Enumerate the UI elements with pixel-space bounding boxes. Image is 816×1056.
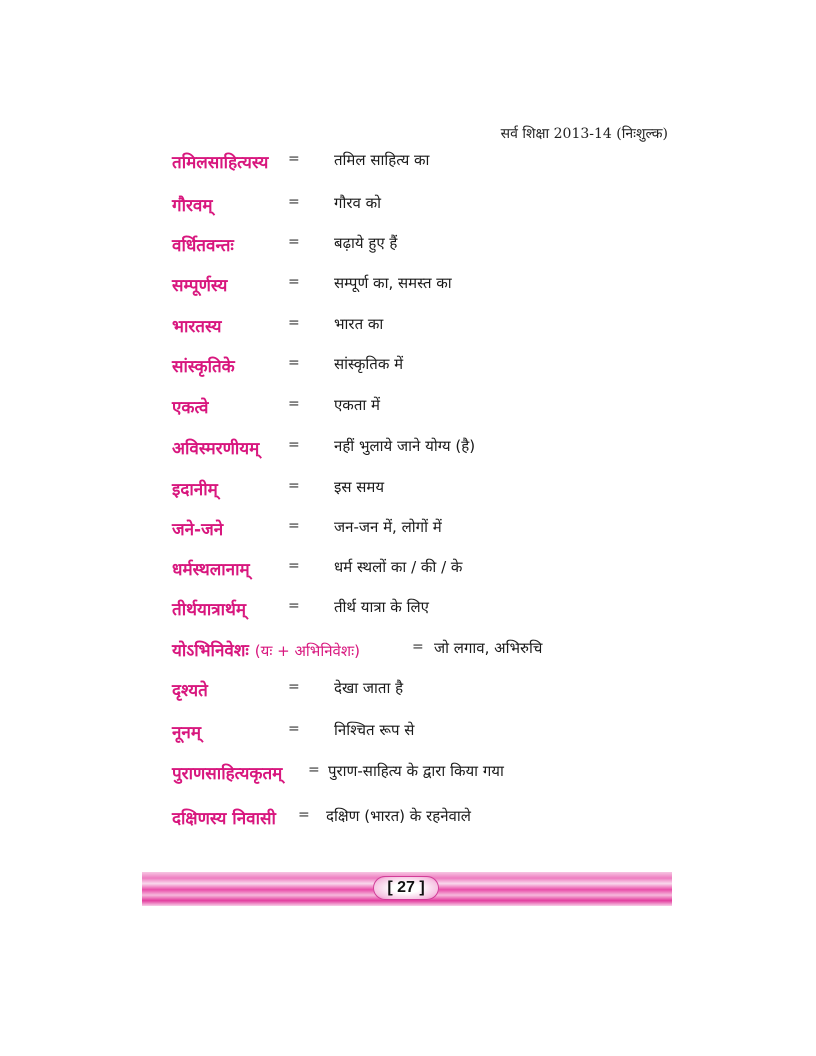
glossary-meaning: तीर्थ यात्रा के लिए xyxy=(334,598,429,616)
page-number-badge xyxy=(373,876,439,900)
glossary-entry xyxy=(172,395,672,425)
glossary-meaning: बढ़ाये हुए हैं xyxy=(334,234,398,252)
equals-sign: = xyxy=(308,762,320,778)
glossary-entry xyxy=(172,150,672,180)
equals-sign: = xyxy=(288,396,300,412)
glossary-meaning: भारत का xyxy=(334,315,384,333)
glossary-term: सम्पूर्णस्य xyxy=(172,276,228,296)
glossary-term-text: योऽभिनिवेशः xyxy=(172,641,249,661)
glossary-term: नूनम् xyxy=(172,723,202,743)
equals-sign: = xyxy=(412,639,424,655)
glossary-entry xyxy=(172,477,672,507)
glossary-entry xyxy=(172,233,672,263)
glossary-term: तमिलसाहित्यस्य xyxy=(172,153,269,173)
equals-sign: = xyxy=(298,807,310,823)
glossary-term: पुराणसाहित्यकृतम् xyxy=(172,764,283,784)
glossary-term: एकत्वे xyxy=(172,398,209,418)
glossary-term: इदानीम् xyxy=(172,480,218,500)
glossary-entry xyxy=(172,314,672,344)
glossary-entry xyxy=(172,678,672,708)
glossary-entry xyxy=(172,436,672,466)
glossary-term: जने-जने xyxy=(172,520,224,540)
glossary-entry xyxy=(172,193,672,223)
glossary-term: धर्मस्थलानाम् xyxy=(172,560,250,580)
glossary-meaning: नहीं भुलाये जाने योग्य (है) xyxy=(334,437,476,455)
equals-sign: = xyxy=(288,679,300,695)
glossary-term: अविस्मरणीयम् xyxy=(172,439,260,459)
page-number: [ 27 ] xyxy=(387,879,425,896)
page-header: सर्व शिक्षा 2013-14 (निःशुल्क) xyxy=(500,126,668,142)
equals-sign: = xyxy=(288,478,300,494)
equals-sign: = xyxy=(288,234,300,250)
glossary-entry xyxy=(172,720,672,750)
glossary-meaning: एकता में xyxy=(334,396,380,414)
glossary-meaning: धर्म स्थलों का / की / के xyxy=(334,558,463,576)
glossary-meaning: पुराण-साहित्य के द्वारा किया गया xyxy=(328,762,504,780)
equals-sign: = xyxy=(288,721,300,737)
glossary-entry xyxy=(172,517,672,547)
glossary-entry xyxy=(172,557,672,587)
glossary-term: दृश्यते xyxy=(172,681,208,701)
glossary-term: गौरवम् xyxy=(172,196,213,216)
equals-sign: = xyxy=(288,315,300,331)
glossary-meaning: तमिल साहित्य का xyxy=(334,151,430,169)
glossary-term: सांस्कृतिके xyxy=(172,357,235,377)
glossary-meaning: सांस्कृतिक में xyxy=(334,355,404,373)
glossary-term: दक्षिणस्य निवासी xyxy=(172,809,276,829)
equals-sign: = xyxy=(288,355,300,371)
glossary-meaning: देखा जाता है xyxy=(334,679,404,697)
glossary-entry xyxy=(172,638,672,668)
glossary-entry xyxy=(172,597,672,627)
equals-sign: = xyxy=(288,274,300,290)
glossary-entry xyxy=(172,806,672,836)
equals-sign: = xyxy=(288,437,300,453)
glossary-meaning: जन-जन में, लोगों में xyxy=(334,518,442,536)
glossary-entry xyxy=(172,273,672,303)
glossary-term: वर्धितवन्तः xyxy=(172,236,234,256)
glossary-meaning: निश्चित रूप से xyxy=(334,721,415,739)
glossary-meaning: दक्षिण (भारत) के रहनेवाले xyxy=(326,807,471,825)
equals-sign: = xyxy=(288,598,300,614)
glossary-meaning: जो लगाव, अभिरुचि xyxy=(434,639,543,657)
glossary-entry xyxy=(172,761,672,791)
glossary-meaning: इस समय xyxy=(334,478,385,496)
glossary-term xyxy=(172,638,360,661)
equals-sign: = xyxy=(288,194,300,210)
glossary-term-note: (यः + अभिनिवेशः) xyxy=(254,642,360,660)
glossary-term: भारतस्य xyxy=(172,317,222,337)
glossary-entry xyxy=(172,354,672,384)
glossary-term: तीर्थयात्रार्थम् xyxy=(172,600,247,620)
equals-sign: = xyxy=(288,558,300,574)
glossary-meaning: सम्पूर्ण का, समस्त का xyxy=(334,274,452,292)
equals-sign: = xyxy=(288,518,300,534)
equals-sign: = xyxy=(288,151,300,167)
glossary-meaning: गौरव को xyxy=(334,194,381,212)
